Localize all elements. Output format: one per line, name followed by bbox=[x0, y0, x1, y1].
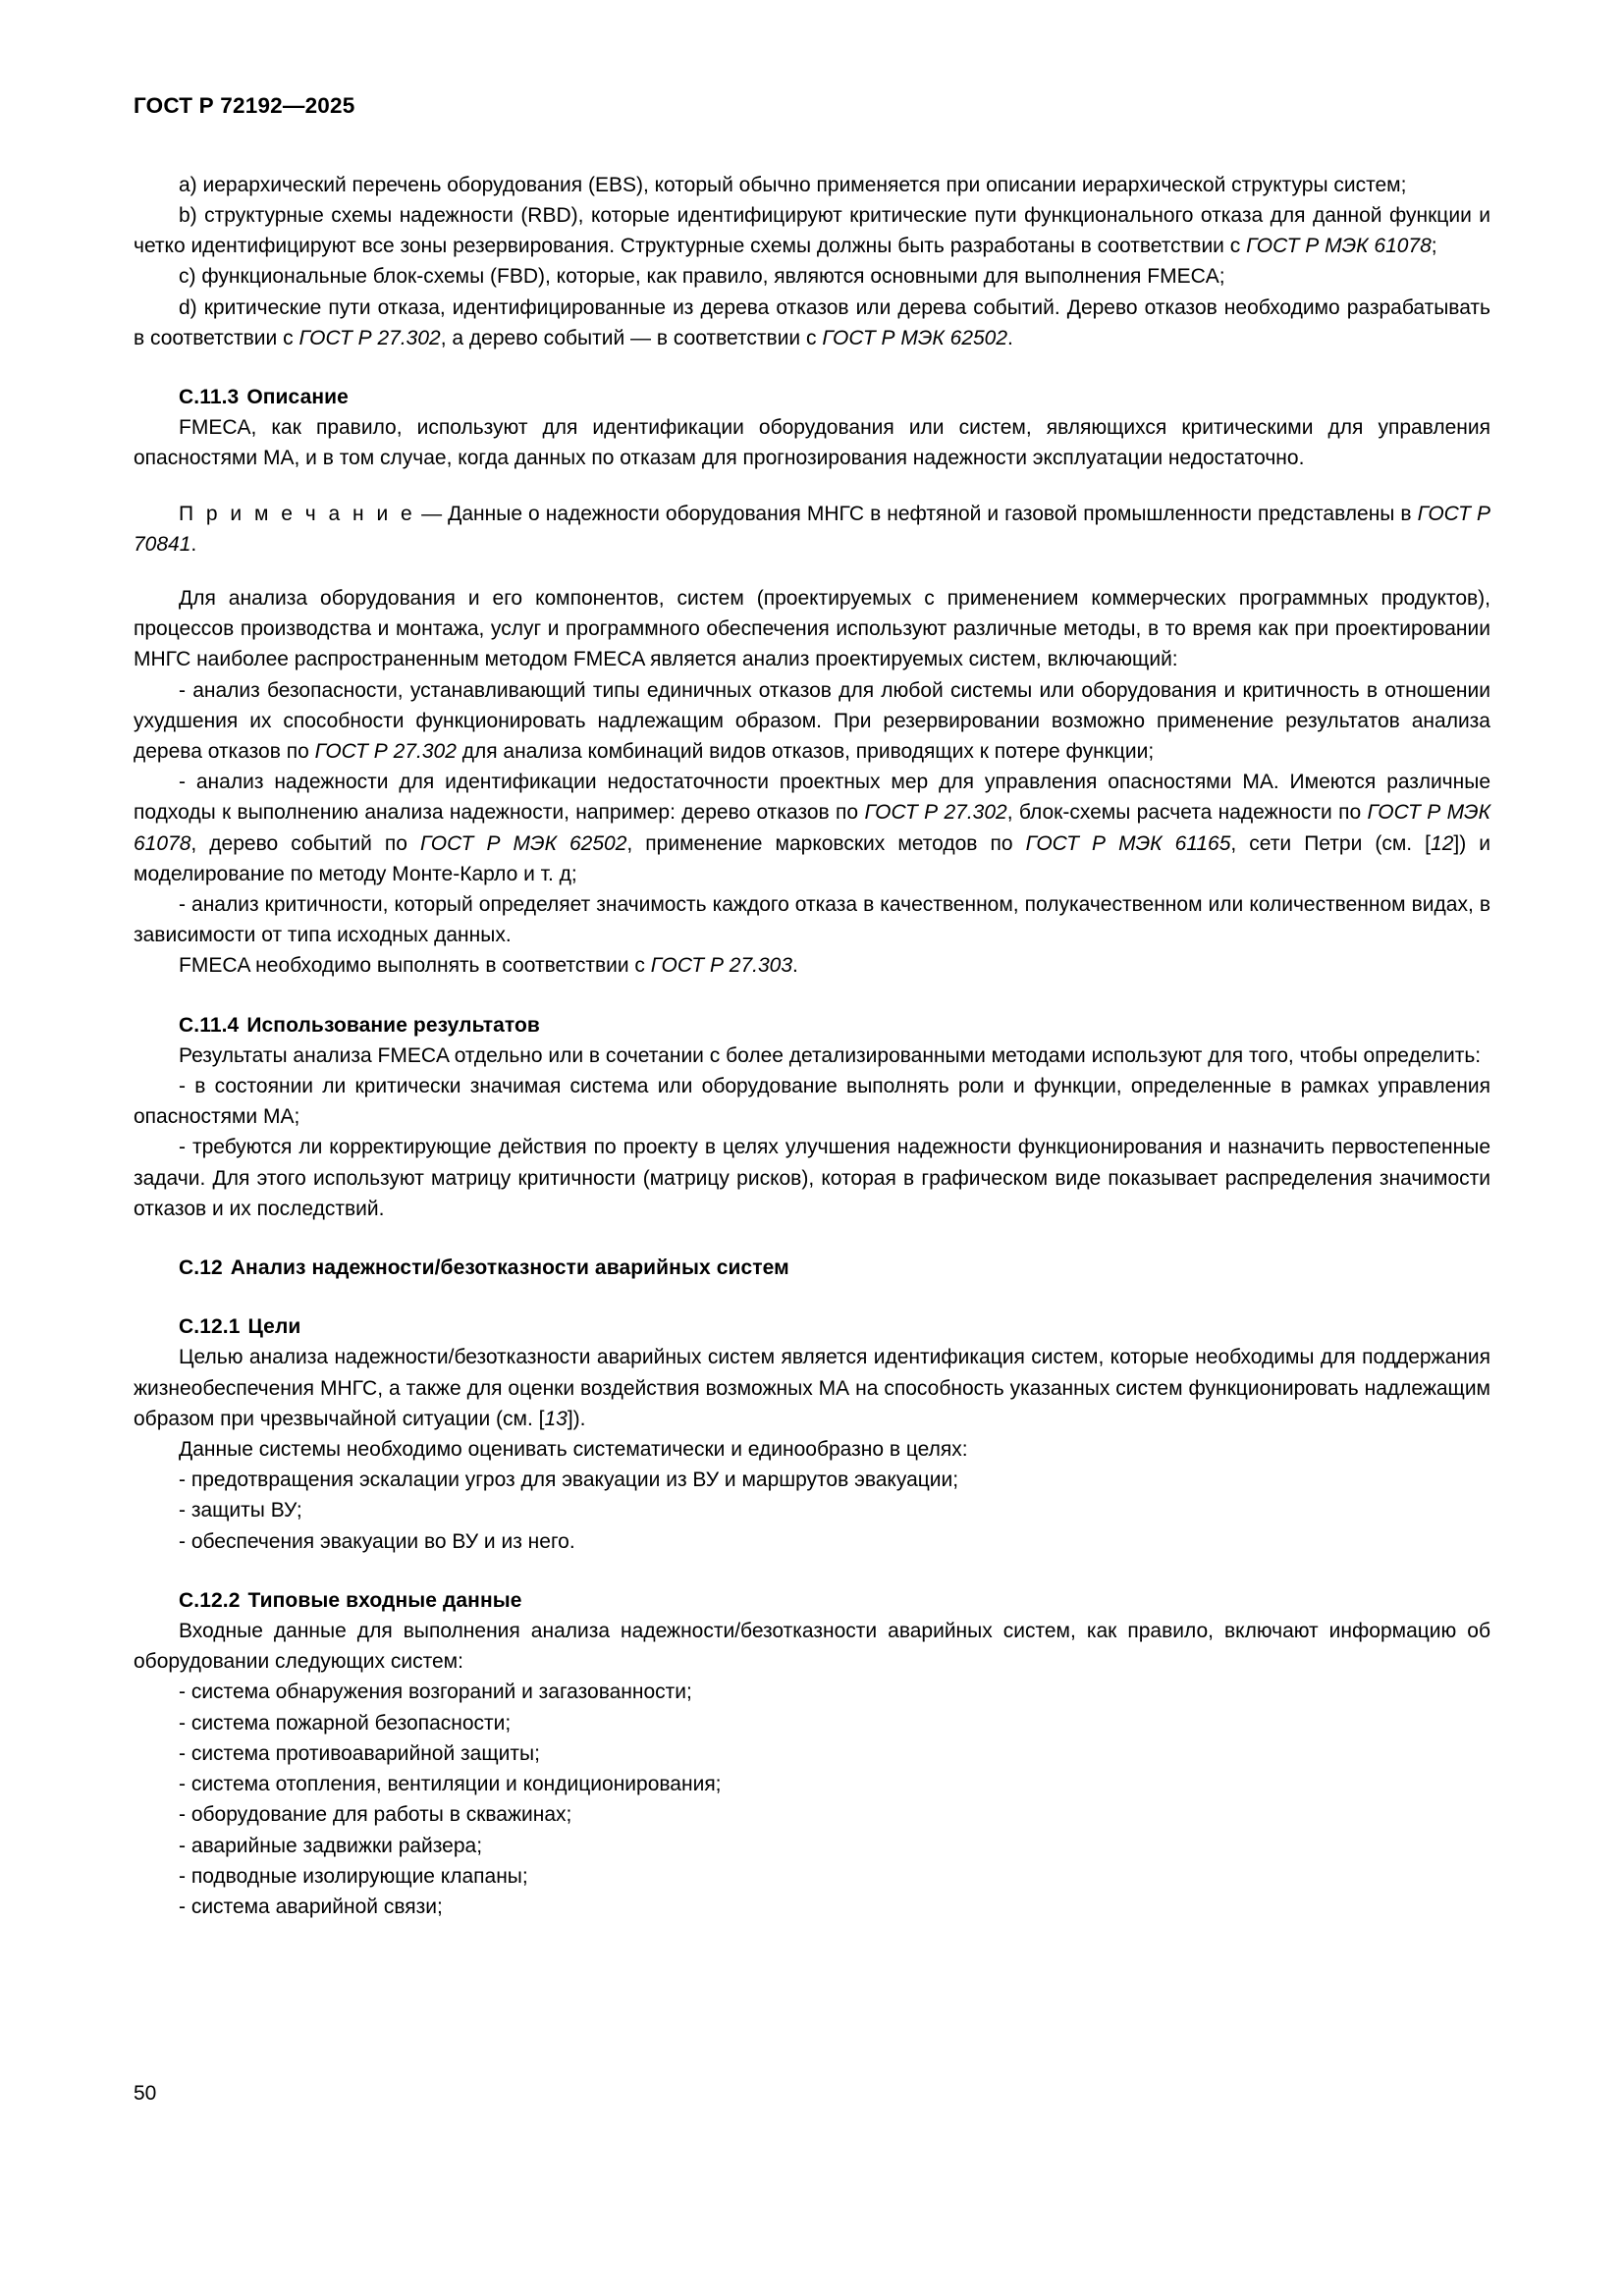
bullet-c-12-1-1: - предотвращения эскалации угроз для эвакуации из ВУ и маршрутов эвакуации; bbox=[179, 1468, 959, 1492]
list-item-a-text: a) иерархический перечень оборудования (EBS), который обычно применяется при описании иерархической структуры систем; bbox=[179, 173, 1407, 196]
bullet-c-12-1-3: - обеспечения эвакуации во ВУ и из него. bbox=[179, 1529, 575, 1553]
heading-c-12 bbox=[134, 1253, 1490, 1283]
list-item-b-text-2: ; bbox=[1431, 235, 1437, 258]
list-item-b bbox=[134, 200, 1490, 261]
bullet-c-12-2-7: - подводные изолирующие клапаны; bbox=[179, 1864, 528, 1888]
page-content bbox=[134, 94, 1490, 1922]
paragraph-c-11-4-1: Результаты анализа FMECA отдельно или в сочетании с более детализированными методами используют для того, чтобы определить: bbox=[179, 1043, 1482, 1067]
bullet-c-11-3-2-text-1: - анализ надежности для идентификации недостаточности проектных мер для управления опасностями МА. Имеются различные подходы к выполнению анализа надежности, например: дерево отказов по bbox=[134, 771, 1490, 825]
standard-reference-iec-62502-b2: ГОСТ Р МЭК 62502 bbox=[420, 831, 627, 855]
bullet-c-11-3-1-text-1: - анализ безопасности, устанавливающий типы единичных отказов для любой системы или оборудования и критичность в отношении ухудшения их способности функционировать надлежащим образом. При резервировании возможно применение результатов анализа дерева отказов по bbox=[134, 678, 1490, 763]
bullet-c-12-2-1: - система обнаружения возгораний и загазованности; bbox=[179, 1681, 692, 1704]
paragraph-c-12-2-1: Входные данные для выполнения анализа надежности/безотказности аварийных систем, как правило, включают информацию об оборудовании следующих систем: bbox=[134, 1620, 1490, 1674]
heading-c-12-title: Анализ надежности/безотказности аварийных систем bbox=[230, 1256, 789, 1280]
list-item-a bbox=[134, 170, 1490, 200]
note-block bbox=[134, 499, 1490, 560]
heading-c-11-3-title: Описание bbox=[246, 385, 349, 408]
bullet-c-11-3-2-text-2: , блок-схемы расчета надежности по bbox=[1006, 801, 1368, 825]
heading-c-12-1 bbox=[134, 1311, 1490, 1342]
bullet-c-11-4-1: - в состоянии ли критически значимая система или оборудование выполнять роли и функции, определенные в рамках управления опасностями МА; bbox=[134, 1075, 1490, 1129]
paragraph-c-12-1-1 bbox=[134, 1342, 1490, 1434]
bullet-c-11-3-2-text-6: ]) и моделирование по методу Монте-Карло и т. д; bbox=[134, 831, 1490, 885]
note-text: Данные о надежности оборудования МНГС в нефтяной и газовой промышленности представлены в bbox=[448, 502, 1418, 525]
heading-c-12-2 bbox=[134, 1585, 1490, 1616]
paragraph-c-11-3-3-text-2: . bbox=[792, 954, 798, 978]
standard-reference-iec-62502: ГОСТ Р МЭК 62502 bbox=[822, 326, 1008, 349]
bullet-c-12-2-4: - система отопления, вентиляции и кондиционирования; bbox=[179, 1773, 722, 1796]
heading-c-12-number: С.12 bbox=[179, 1256, 223, 1280]
bullet-c-12-2-3: - система противоаварийной защиты; bbox=[179, 1741, 540, 1765]
heading-c-11-4 bbox=[134, 1010, 1490, 1041]
bullet-c-12-1-2: - защиты ВУ; bbox=[179, 1499, 302, 1522]
list-item-c bbox=[134, 261, 1490, 292]
standard-reference-iec-61165: ГОСТ Р МЭК 61165 bbox=[1025, 831, 1231, 855]
note-label: П р и м е ч а н и е bbox=[179, 502, 416, 525]
bullet-c-12-2-5: - оборудование для работы в скважинах; bbox=[179, 1803, 572, 1827]
bibliography-citation-12: 12 bbox=[1431, 831, 1454, 855]
standard-reference-iec-61078-b2: ГОСТ Р МЭК 61078 bbox=[134, 801, 1491, 855]
standard-reference-27-302-b1: ГОСТ Р 27.302 bbox=[314, 740, 457, 763]
bullet-c-11-4-2: - требуются ли корректирующие действия по проекту в целях улучшения надежности функционирования и назначить первостепенные задачи. Для этого используют матрицу критичности (матрицу рисков), которая в графическом виде показывает распределения значимости отказов и их последствий. bbox=[134, 1136, 1490, 1220]
paragraph-c-11-3-3-text-1: FMECA необходимо выполнять в соответствии с bbox=[179, 954, 651, 978]
heading-c-11-3-number: С.11.3 bbox=[179, 385, 240, 408]
heading-c-12-1-number: С.12.1 bbox=[179, 1315, 241, 1339]
standard-reference-70841: ГОСТ Р 70841 bbox=[134, 502, 1490, 556]
bullet-c-11-3-1 bbox=[134, 675, 1490, 768]
bullet-c-11-3-2-text-4: , применение марковских методов по bbox=[626, 831, 1026, 855]
paragraph-c-11-3-3 bbox=[134, 950, 1490, 981]
heading-c-12-2-title: Типовые входные данные bbox=[247, 1588, 522, 1612]
heading-c-12-1-title: Цели bbox=[247, 1315, 301, 1339]
list-item-d-text-1: d) критические пути отказа, идентифицированные из дерева отказов или дерева событий. Дерево отказов необходимо разрабатывать в соответствии с bbox=[134, 295, 1490, 349]
paragraph-c-12-1-1-text-1: Целью анализа надежности/безотказности аварийных систем является идентификация систем, которые необходимы для поддержания жизнеобеспечения МНГС, а также для оценки воздействия возможных МА на способность указанных систем функционировать надлежащим образом при чрезвычайной ситуации (см. [ bbox=[134, 1346, 1490, 1430]
running-head-standard-id: ГОСТ Р 72192—2025 bbox=[134, 93, 355, 118]
note-tail: . bbox=[190, 532, 197, 556]
paragraph-c-11-3-1: FMECA, как правило, используют для идентификации оборудования или систем, являющихся критическими для управления опасностями МА, и в том случае, когда данных по отказам для прогнозирования надежности эксплуатации недостаточно. bbox=[134, 416, 1490, 470]
list-item-d-text-3: . bbox=[1007, 326, 1013, 349]
bullet-c-12-2-6: - аварийные задвижки райзера; bbox=[179, 1834, 483, 1857]
bullet-c-11-3-2-text-3: , дерево событий по bbox=[190, 831, 421, 855]
heading-c-11-4-title: Использование результатов bbox=[246, 1013, 540, 1037]
paragraph-c-12-1-2: Данные системы необходимо оценивать систематически и единообразно в целях: bbox=[179, 1438, 968, 1462]
paragraph-c-12-1-1-text-2: ]). bbox=[567, 1407, 586, 1430]
bullet-c-11-3-2-text-5: , сети Петри (см. [ bbox=[1230, 831, 1432, 855]
standard-reference-27-303: ГОСТ Р 27.303 bbox=[650, 954, 793, 978]
note-dash: — bbox=[415, 502, 449, 525]
page-number: 50 bbox=[134, 2082, 157, 2105]
bullet-c-11-3-2 bbox=[134, 767, 1490, 889]
list-item-b-text-1: b) структурные схемы надежности (RBD), которые идентифицируют критические пути функционального отказа для данной функции и четко идентифицируют все зоны резервирования. Структурные схемы должны быть разработаны в соответствии с bbox=[134, 203, 1490, 258]
heading-c-11-3 bbox=[134, 382, 1490, 412]
heading-c-11-4-number: С.11.4 bbox=[179, 1013, 240, 1037]
bullet-c-11-3-3: - анализ критичности, который определяет значимость каждого отказа в качественном, полукачественном или количественном видах, в зависимости от типа исходных данных. bbox=[134, 893, 1490, 947]
bibliography-citation-13: 13 bbox=[544, 1407, 568, 1430]
bullet-c-11-3-1-text-2: для анализа комбинаций видов отказов, приводящих к потере функции; bbox=[456, 740, 1155, 763]
list-item-d bbox=[134, 293, 1490, 353]
standard-reference-iec-61078: ГОСТ Р МЭК 61078 bbox=[1246, 235, 1432, 258]
bullet-c-12-2-2: - система пожарной безопасности; bbox=[179, 1711, 512, 1735]
list-item-c-text: c) функциональные блок-схемы (FBD), которые, как правило, являются основными для выполнения FMECA; bbox=[179, 265, 1225, 289]
standard-reference-27-302: ГОСТ Р 27.302 bbox=[298, 326, 441, 349]
standard-reference-27-302-b2: ГОСТ Р 27.302 bbox=[864, 801, 1007, 825]
list-item-d-text-2: , а дерево событий — в соответствии с bbox=[440, 326, 823, 349]
paragraph-c-11-3-2: Для анализа оборудования и его компонентов, систем (проектируемых с применением коммерческих программных продуктов), процессов производства и монтажа, услуг и программного обеспечения используют различные методы, в то время как при проектировании МНГС наиболее распространенным методом FMECA является анализ проектируемых систем, включающий: bbox=[134, 586, 1490, 671]
heading-c-12-2-number: С.12.2 bbox=[179, 1588, 241, 1612]
bullet-c-12-2-8: - система аварийной связи; bbox=[179, 1895, 443, 1918]
